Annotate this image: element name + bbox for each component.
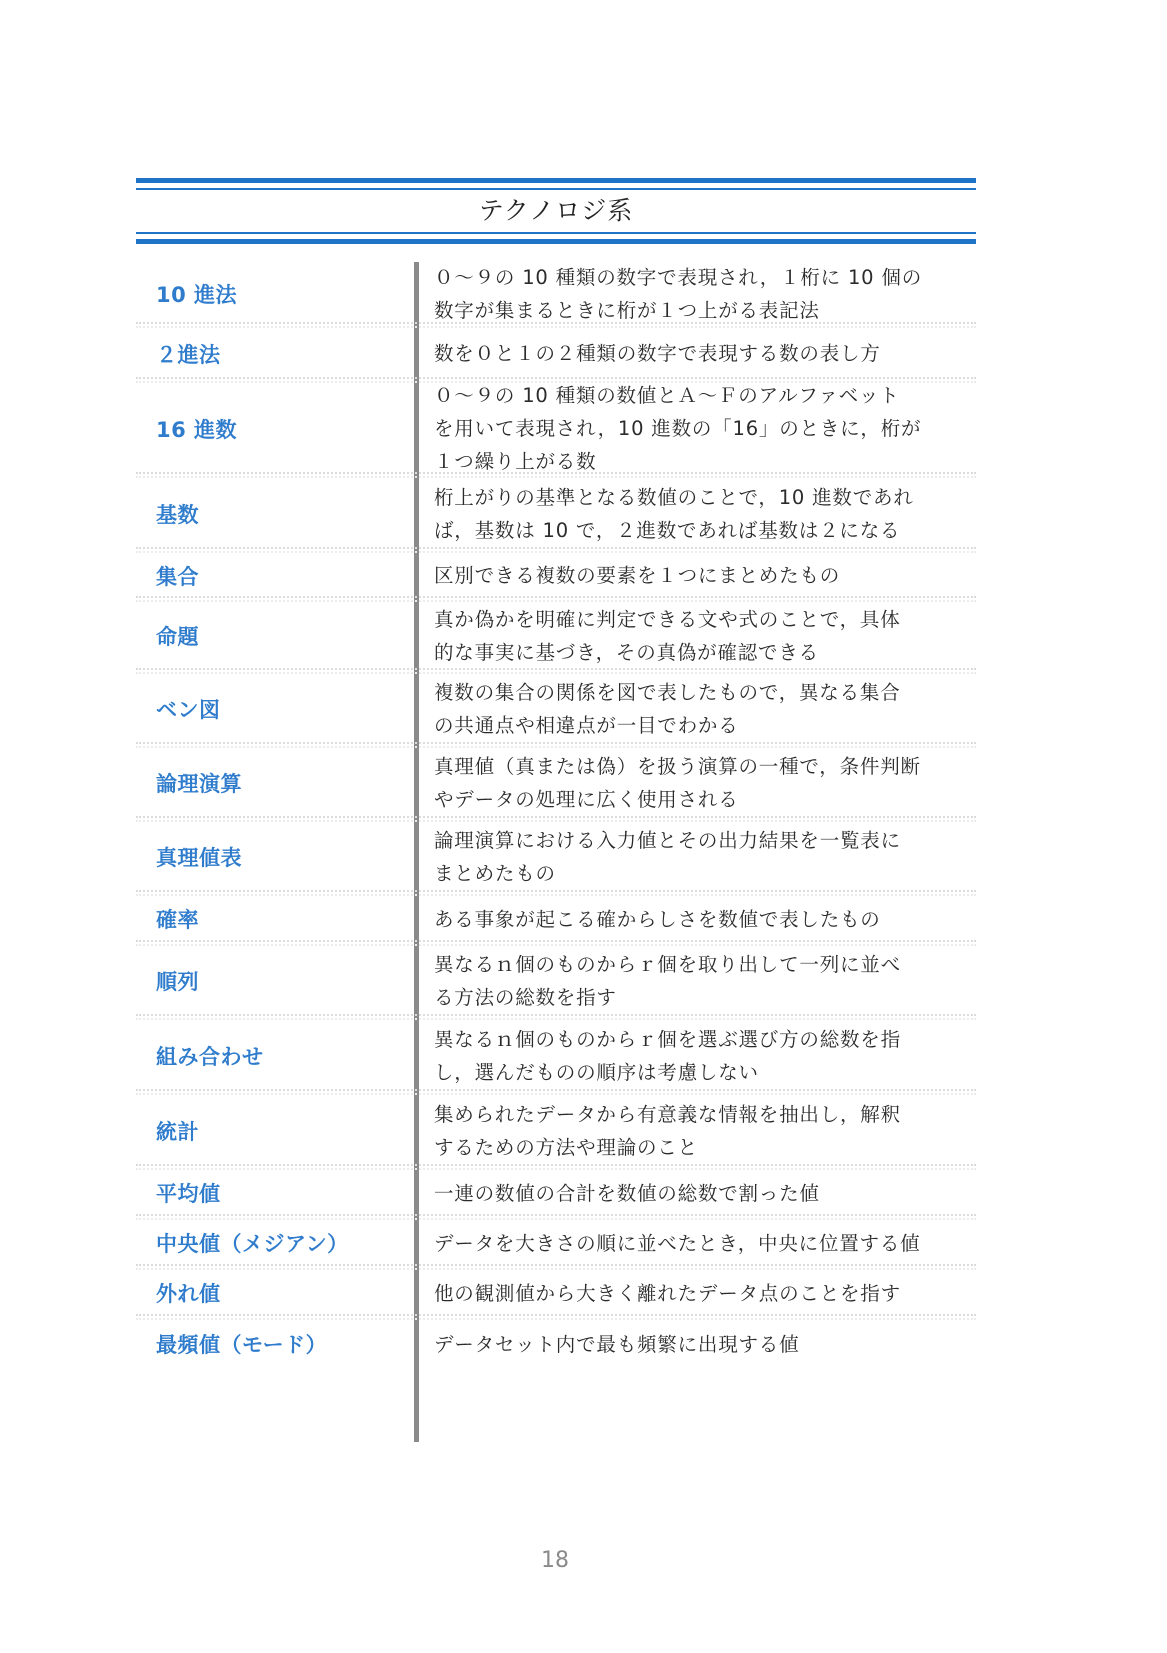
glossary-row	[136, 820, 976, 894]
row-separator	[136, 742, 976, 744]
glossary-definition: 数を０と１の２種類の数字で表現する数の表し方	[434, 342, 881, 365]
row-separator	[136, 547, 976, 549]
glossary-term: 確率	[156, 908, 199, 932]
glossary-term: 集合	[156, 564, 199, 589]
glossary-row	[136, 1318, 976, 1370]
glossary-row	[136, 672, 976, 746]
glossary-row	[136, 1218, 976, 1268]
glossary-definition: ０～９の 10 種類の数値とＡ～Ｆのアルファベット を用いて表現され，10 進数の「16」のときに，桁が １つ繰り上がる数	[434, 384, 922, 473]
section-title: テクノロジ系	[478, 196, 634, 225]
glossary-definition: 複数の集合の関係を図で表したもので，異なる集合 の共通点や相違点が一目でわかる	[434, 681, 901, 737]
glossary-term: 外れ値	[156, 1282, 221, 1306]
row-separator	[136, 1264, 976, 1266]
row-separator	[136, 1314, 976, 1316]
glossary-row	[136, 381, 976, 476]
glossary-row	[136, 262, 976, 326]
glossary-row	[136, 600, 976, 672]
row-separator	[136, 890, 976, 892]
row-separator	[136, 1214, 976, 1216]
glossary-term: 最頻値（モード）	[156, 1333, 328, 1357]
glossary-definition: 桁上がりの基準となる数値のことで，10 進数であれ ば，基数は 10 で，２進数であれば基数は２になる	[434, 485, 914, 542]
glossary-row	[136, 1268, 976, 1318]
row-separator	[136, 1164, 976, 1166]
glossary-row	[136, 1018, 976, 1093]
header-rule-bottom-thick	[136, 239, 976, 244]
glossary-term: 論理演算	[156, 772, 242, 796]
glossary-term: 組み合わせ	[156, 1044, 264, 1069]
glossary-row	[136, 551, 976, 600]
row-separator	[136, 816, 976, 818]
glossary-definition: 真か偽かを明確に判定できる文や式のことで，具体 的な事実に基づき，その真偽が確認できる	[434, 608, 901, 664]
glossary-definition: 異なるｎ個のものからｒ個を取り出して一列に並べ る方法の総数を指す	[434, 953, 901, 1009]
row-separator	[136, 596, 976, 598]
glossary-definition: 論理演算における入力値とその出力結果を一覧表に まとめたもの	[434, 829, 901, 885]
row-separator	[136, 472, 976, 474]
glossary-row	[136, 894, 976, 944]
glossary-definition: データセット内で最も頻繁に出現する値	[434, 1332, 800, 1356]
glossary-term: 10 進法	[156, 283, 238, 307]
row-separator	[136, 1014, 976, 1016]
glossary-definition: ０～９の 10 種類の数字で表現され，１桁に 10 個の 数字が集まるときに桁が１つ上がる表記法	[434, 266, 922, 322]
glossary-term: 真理値表	[156, 846, 242, 870]
glossary-term: 基数	[156, 502, 199, 527]
glossary-definition: 集められたデータから有意義な情報を抽出し，解釈 するための方法や理論のこと	[434, 1102, 901, 1159]
glossary-term: ベン図	[156, 698, 221, 722]
glossary-row	[136, 476, 976, 551]
row-separator	[136, 322, 976, 324]
glossary-term: 統計	[156, 1119, 199, 1144]
glossary-term: ２進法	[156, 342, 221, 367]
glossary-row	[136, 944, 976, 1018]
glossary-row	[136, 1093, 976, 1168]
glossary-term: 順列	[156, 970, 199, 994]
header-rule-top-thin	[136, 188, 976, 190]
row-separator	[136, 940, 976, 942]
glossary-definition: ある事象が起こる確からしさを数値で表したもの	[434, 907, 881, 931]
glossary-row	[136, 1168, 976, 1218]
glossary-row	[136, 746, 976, 820]
glossary-definition: 一連の数値の合計を数値の総数で割った値	[434, 1181, 820, 1205]
glossary-definition: 異なるｎ個のものからｒ個を選ぶ選び方の総数を指 し，選んだものの順序は考慮しない	[434, 1027, 901, 1084]
row-separator	[136, 668, 976, 670]
glossary-definition: 区別できる複数の要素を１つにまとめたもの	[434, 564, 841, 587]
glossary-term: 中央値（メジアン）	[156, 1232, 349, 1256]
glossary-definition: 他の観測値から大きく離れたデータ点のことを指す	[434, 1281, 901, 1305]
glossary-definition: 真理値（真または偽）を扱う演算の一種で，条件判断 やデータの処理に広く使用される	[434, 755, 921, 811]
page-number: 18	[541, 1548, 569, 1573]
header-rule-bottom-thin	[136, 232, 976, 234]
glossary-term: 16 進数	[156, 417, 238, 442]
header-rule-top-thick	[136, 178, 976, 183]
glossary-term: 平均値	[156, 1182, 221, 1206]
glossary-row	[136, 326, 976, 381]
glossary-term: 命題	[156, 625, 199, 649]
glossary-definition: データを大きさの順に並べたとき，中央に位置する値	[434, 1231, 921, 1255]
row-separator	[136, 1089, 976, 1091]
